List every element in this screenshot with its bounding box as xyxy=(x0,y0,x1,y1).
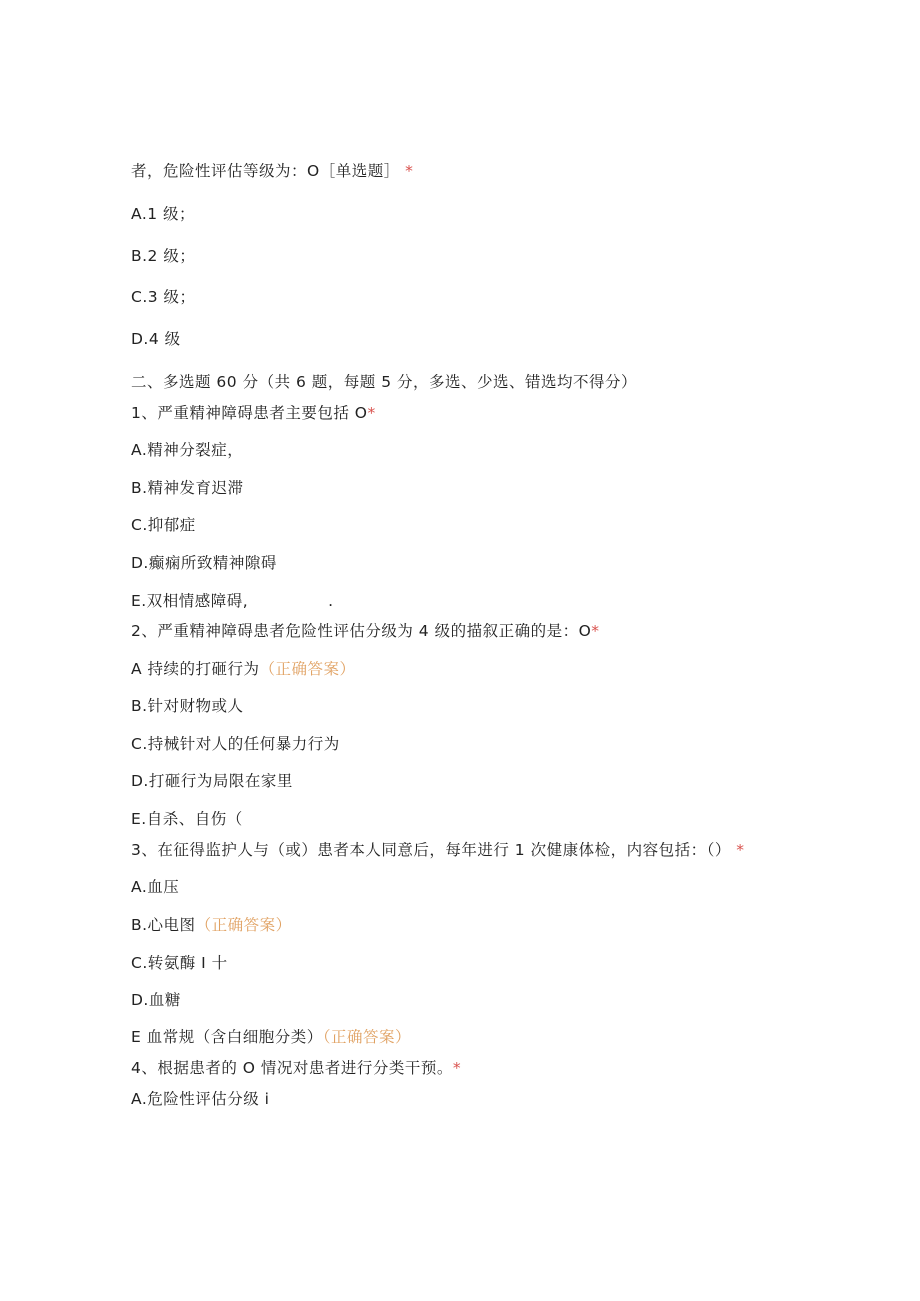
question-line xyxy=(131,403,376,423)
option-line xyxy=(131,809,243,829)
option-line xyxy=(131,771,293,791)
option-line xyxy=(131,246,195,266)
option-line xyxy=(131,953,228,973)
correct-answer-tag: （正确答案） xyxy=(259,660,356,678)
option-line xyxy=(131,591,334,611)
option-line xyxy=(131,659,356,679)
line-text: A.血压 xyxy=(131,878,180,896)
line-text: A 持续的打砸行为 xyxy=(131,660,260,678)
required-mark: * xyxy=(591,622,600,640)
option-line xyxy=(131,915,292,935)
option-line xyxy=(131,478,244,498)
required-mark: * xyxy=(736,841,745,859)
line-text: 二、多选题 60 分（共 6 题，每题 5 分，多选、少选、错选均不得分） xyxy=(131,373,638,391)
option-line xyxy=(131,440,243,460)
question-line xyxy=(131,621,600,641)
line-text: 2、严重精神障碍患者危险性评估分级为 4 级的描叙正确的是：O xyxy=(131,622,592,640)
correct-answer-tag: （正确答案） xyxy=(195,916,292,934)
required-mark: * xyxy=(452,1059,462,1077)
line-text: C.抑郁症 xyxy=(131,516,196,534)
line-text: E.双相情感障碍, xyxy=(131,592,249,610)
option-line xyxy=(131,204,195,224)
required-mark: * xyxy=(367,404,376,422)
line-text: B.2 级； xyxy=(131,247,196,265)
required-mark: * xyxy=(405,162,414,180)
line-text: B.心电图 xyxy=(131,916,196,934)
line-text: 者，危险性评估等级为：O［单选题］ xyxy=(131,162,400,180)
question-stem-line xyxy=(131,161,413,181)
line-text: C.3 级； xyxy=(131,288,196,306)
option-line xyxy=(131,696,244,716)
option-line xyxy=(131,734,340,754)
question-line xyxy=(131,1058,461,1078)
line-text: 1、严重精神障碍患者主要包括 O xyxy=(131,404,368,422)
option-line xyxy=(131,990,181,1010)
line-text: B.精神发育迟滞 xyxy=(131,479,244,497)
line-text: D.4 级 xyxy=(131,330,181,348)
line-text: C.持械针对人的任何暴力行为 xyxy=(131,735,340,753)
line-text: D.打砸行为局限在家里 xyxy=(131,772,293,790)
line-text: B.针对财物或人 xyxy=(131,697,244,715)
option-line xyxy=(131,329,181,349)
line-text: E.自杀、自伤（ xyxy=(131,810,243,828)
line-text: A.危险性评估分级 i xyxy=(131,1090,270,1108)
correct-answer-tag: （正确答案） xyxy=(322,1028,411,1046)
section-heading xyxy=(131,372,637,392)
line-text: D.血糖 xyxy=(131,991,181,1009)
line-text: 3、在征得监护人与（或）患者本人同意后，每年进行 1 次健康体检，内容包括：（） xyxy=(131,841,731,859)
option-line xyxy=(131,515,196,535)
stray-dot: . xyxy=(328,592,334,610)
line-text: 4、根据患者的 O 情况对患者进行分类干预。 xyxy=(131,1059,453,1077)
line-text: C.转氨酶 I 十 xyxy=(131,954,228,972)
option-line xyxy=(131,553,277,573)
question-line xyxy=(131,840,745,860)
option-line xyxy=(131,877,179,897)
line-text: D.癫痫所致精神隙碍 xyxy=(131,554,277,572)
line-text: A.1 级； xyxy=(131,205,196,223)
line-text: A.精神分裂症， xyxy=(131,441,244,459)
option-line xyxy=(131,1027,411,1047)
option-line xyxy=(131,287,196,307)
line-text: E 血常规（含白细胞分类） xyxy=(131,1028,323,1046)
option-line xyxy=(131,1089,270,1109)
